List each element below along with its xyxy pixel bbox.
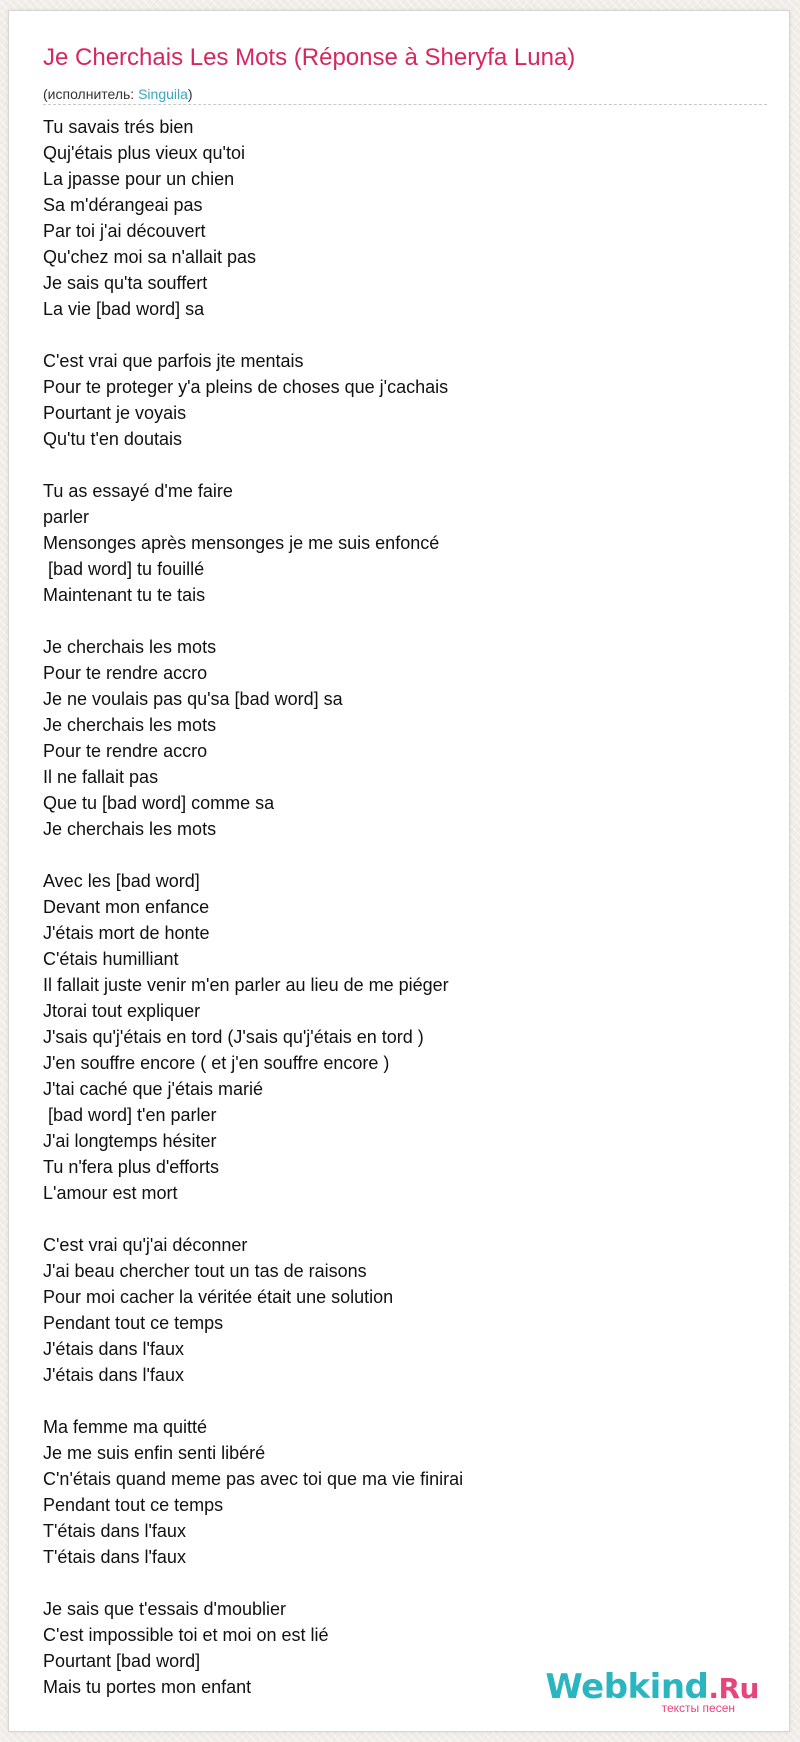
lyric-line: J'sais qu'j'étais en tord (J'sais qu'j'étais en tord ): [43, 1027, 424, 1047]
lyric-line: Pendant tout ce temps: [43, 1313, 224, 1333]
lyric-line: J'étais dans l'faux: [43, 1365, 184, 1385]
lyric-line: [bad word] tu fouillé: [43, 559, 205, 579]
artist-prefix: (исполнитель:: [43, 86, 139, 102]
lyric-line: C'est impossible toi et moi on est lié: [43, 1625, 329, 1645]
title-divider: [43, 104, 767, 105]
lyrics-body: [43, 114, 773, 1726]
lyric-line: Je cherchais les mots: [43, 637, 217, 657]
lyric-line: Pendant tout ce temps: [43, 1495, 224, 1515]
lyric-line: Qu'tu t'en doutais: [43, 429, 182, 449]
lyric-line: Il ne fallait pas: [43, 767, 159, 787]
lyric-line: Mensonges après mensonges je me suis enfoncé: [43, 533, 440, 553]
song-title: Je Cherchais Les Mots (Réponse à Sheryfa Luna): [43, 44, 576, 71]
lyric-line: C'est vrai que parfois jte mentais: [43, 351, 304, 371]
lyric-line: C'étais humilliant: [43, 949, 179, 969]
lyric-line: Sa m'dérangeai pas: [43, 195, 203, 215]
artist-link[interactable]: Singuila: [138, 86, 188, 102]
lyric-line: Il fallait juste venir m'en parler au lieu de me piéger: [43, 975, 449, 995]
lyric-line: parler: [43, 507, 90, 527]
lyric-line: J'ai beau chercher tout un tas de raisons: [43, 1261, 367, 1281]
lyric-line: Que tu [bad word] comme sa: [43, 793, 275, 813]
lyric-line: J'tai caché que j'étais marié: [43, 1079, 263, 1099]
lyric-line: Pourtant je voyais: [43, 403, 187, 423]
lyric-line: Pourtant [bad word]: [43, 1651, 201, 1671]
lyric-line: Je sais qu'ta souffert: [43, 273, 208, 293]
lyric-line: Pour te rendre accro: [43, 741, 208, 761]
lyrics-stanza: [43, 1414, 773, 1570]
lyric-line: Par toi j'ai découvert: [43, 221, 206, 241]
lyric-line: T'étais dans l'faux: [43, 1521, 186, 1541]
lyric-line: Quj'étais plus vieux qu'toi: [43, 143, 245, 163]
artist-suffix: ): [187, 86, 193, 102]
lyric-line: Pour moi cacher la véritée était une solution: [43, 1287, 394, 1307]
lyric-line: C'n'étais quand meme pas avec toi que ma vie finirai: [43, 1469, 464, 1489]
logo-tagline: тексты песен: [661, 1701, 735, 1715]
lyrics-stanza: [43, 634, 773, 842]
lyric-line: J'en souffre encore ( et j'en souffre encore ): [43, 1053, 390, 1073]
lyric-line: Tu n'fera plus d'efforts: [43, 1157, 219, 1177]
lyric-line: [bad word] t'en parler: [43, 1105, 217, 1125]
lyrics-stanza: [43, 114, 773, 322]
lyric-line: J'ai longtemps hésiter: [43, 1131, 217, 1151]
logo-tld: .Ru: [708, 1672, 759, 1705]
lyric-line: Pour te rendre accro: [43, 663, 208, 683]
lyric-line: Tu as essayé d'me faire: [43, 481, 233, 501]
lyric-line: Je ne voulais pas qu'sa [bad word] sa: [43, 689, 343, 709]
lyrics-stanza: [43, 1232, 773, 1388]
webkind-logo[interactable]: [545, 1667, 759, 1715]
lyric-line: J'étais mort de honte: [43, 923, 210, 943]
lyric-line: Mais tu portes mon enfant: [43, 1677, 252, 1697]
lyric-line: Je sais que t'essais d'moublier: [43, 1599, 286, 1619]
lyric-line: T'étais dans l'faux: [43, 1547, 186, 1567]
lyric-line: Devant mon enfance: [43, 897, 210, 917]
lyrics-stanza: [43, 348, 773, 452]
lyric-line: La jpasse pour un chien: [43, 169, 235, 189]
lyric-line: Je me suis enfin senti libéré: [43, 1443, 266, 1463]
lyric-line: J'étais dans l'faux: [43, 1339, 184, 1359]
lyric-line: Qu'chez moi sa n'allait pas: [43, 247, 256, 267]
lyric-line: C'est vrai qu'j'ai déconner: [43, 1235, 248, 1255]
lyric-line: La vie [bad word] sa: [43, 299, 205, 319]
lyric-line: Pour te proteger y'a pleins de choses que j'cachais: [43, 377, 449, 397]
lyric-line: Maintenant tu te tais: [43, 585, 206, 605]
lyric-line: Avec les [bad word]: [43, 871, 200, 891]
lyric-line: Je cherchais les mots: [43, 819, 217, 839]
lyric-line: Je cherchais les mots: [43, 715, 217, 735]
lyrics-card: [8, 10, 790, 1732]
lyric-line: L'amour est mort: [43, 1183, 178, 1203]
lyric-line: Ma femme ma quitté: [43, 1417, 208, 1437]
lyrics-stanza: [43, 868, 773, 1206]
lyrics-stanza: [43, 478, 773, 608]
lyric-line: Jtorai tout expliquer: [43, 1001, 201, 1021]
lyric-line: Tu savais trés bien: [43, 117, 194, 137]
artist-line: [43, 85, 193, 103]
logo-name: Webkind: [545, 1667, 709, 1707]
